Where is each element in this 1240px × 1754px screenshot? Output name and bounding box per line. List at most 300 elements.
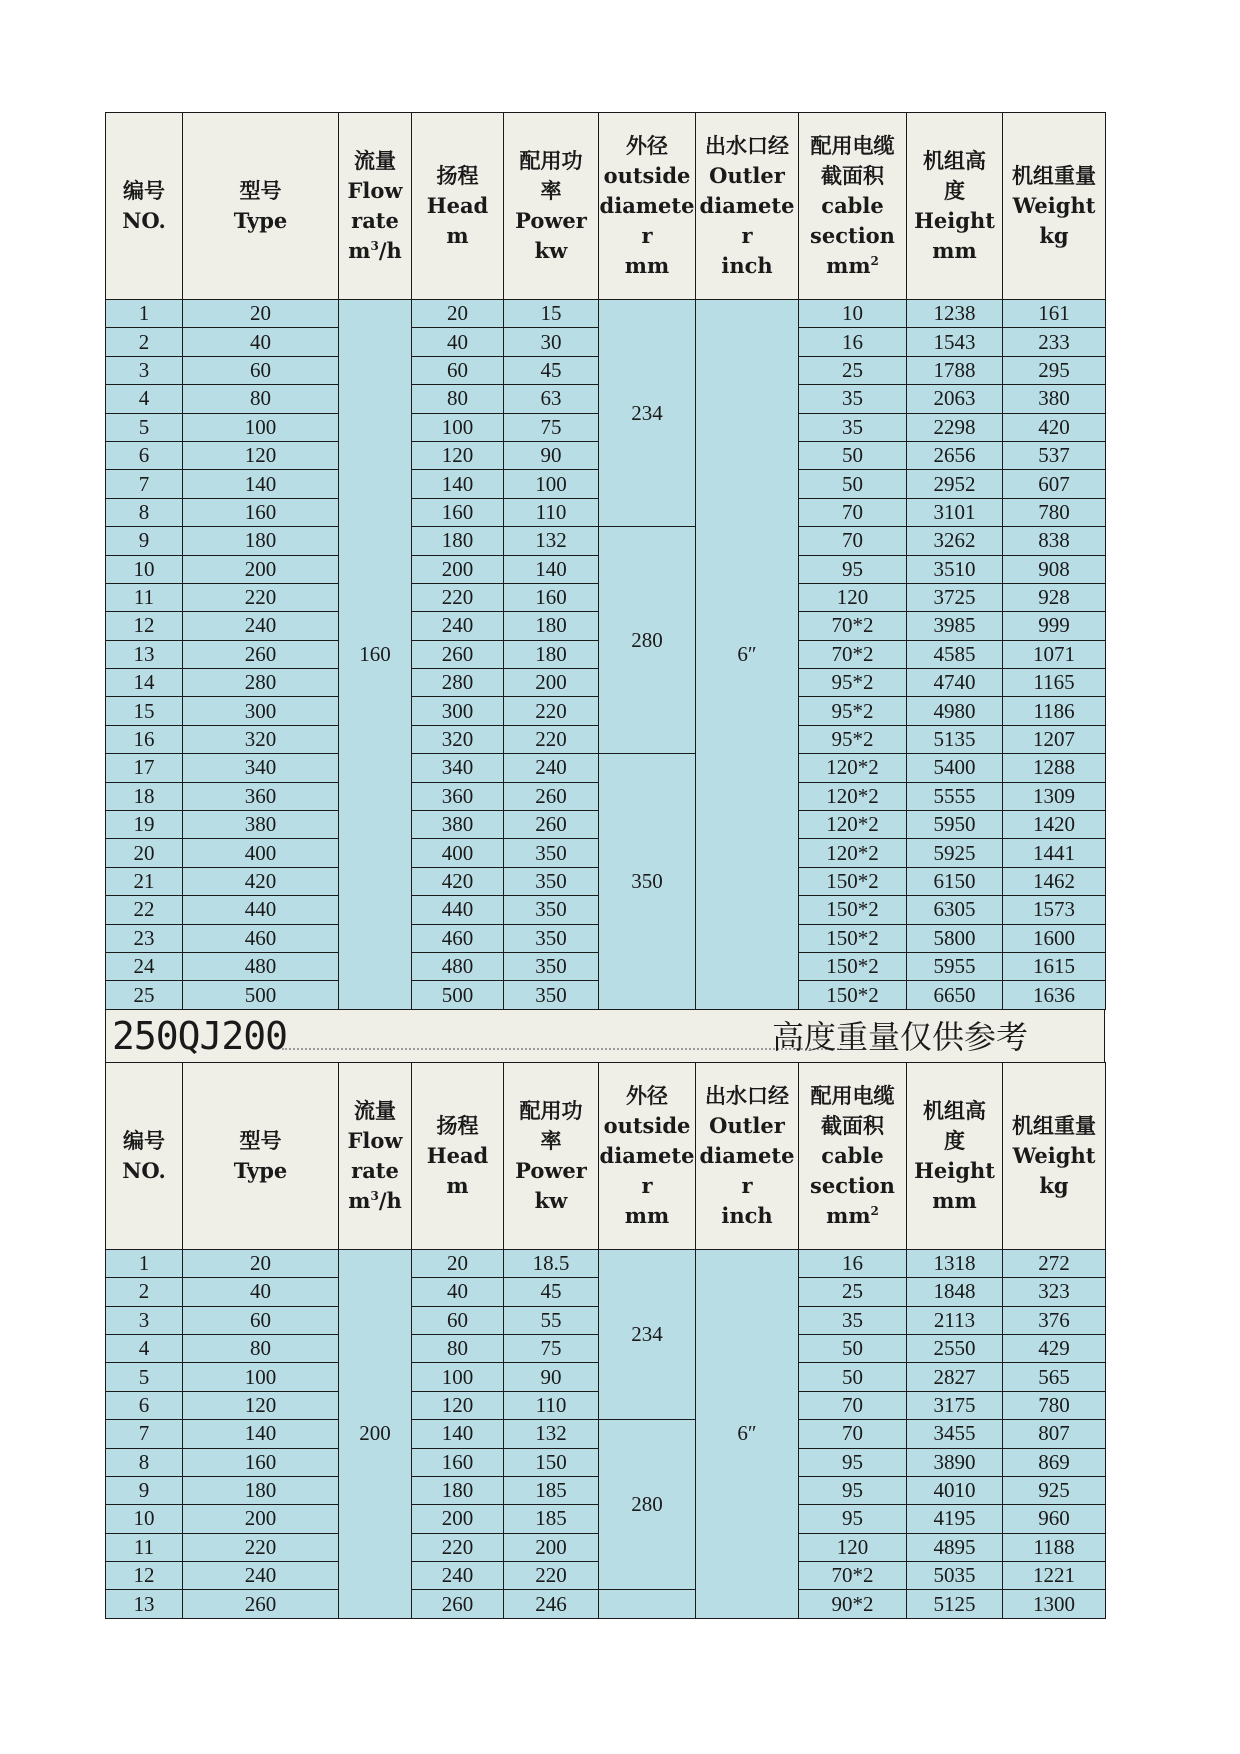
cell-power: 150: [504, 1448, 599, 1476]
header-unit: inch: [721, 253, 773, 278]
cell-weight: 1188: [1003, 1533, 1106, 1561]
cell-power: 350: [504, 839, 599, 867]
cell-height: 3175: [907, 1391, 1003, 1419]
cell-no: 13: [106, 1590, 183, 1618]
cell-type: 140: [183, 470, 339, 498]
cell-power: 55: [504, 1306, 599, 1334]
cell-no: 10: [106, 1505, 183, 1533]
header-cell-8: [907, 113, 1003, 300]
cell-weight: 1573: [1003, 896, 1106, 924]
header-cell-4: [504, 1062, 599, 1249]
header-zh-line: 编号: [123, 1127, 165, 1153]
header-cell-8: [907, 1062, 1003, 1249]
cell-no: 3: [106, 356, 183, 384]
cell-type: 200: [183, 555, 339, 583]
cell-height: 5125: [907, 1590, 1003, 1618]
cell-head: 440: [412, 896, 504, 924]
table-header: [106, 1062, 1106, 1249]
header-en-line: r: [641, 1172, 653, 1198]
cell-head: 340: [412, 754, 504, 782]
cell-outlet-diameter: 6″: [696, 1249, 799, 1618]
header-cell-4: [504, 113, 599, 300]
header-en-line: diamete: [699, 1142, 795, 1168]
cell-power: 350: [504, 924, 599, 952]
leader-dots: [282, 1048, 842, 1050]
cell-weight: 1221: [1003, 1562, 1106, 1590]
cell-head: 100: [412, 1363, 504, 1391]
cell-height: 3890: [907, 1448, 1003, 1476]
header-cell-2: [339, 113, 412, 300]
cell-type: 240: [183, 1562, 339, 1590]
cell-power: 260: [504, 811, 599, 839]
cell-height: 6305: [907, 896, 1003, 924]
header-en-line: NO.: [122, 208, 166, 233]
cell-type: 40: [183, 328, 339, 356]
cell-type: 100: [183, 413, 339, 441]
cell-head: 260: [412, 1590, 504, 1618]
cell-head: 380: [412, 811, 504, 839]
cell-no: 8: [106, 498, 183, 526]
header-cell-6: [696, 113, 799, 300]
header-zh-line: 扬程: [436, 1112, 479, 1138]
cell-weight: 1615: [1003, 952, 1106, 980]
cell-no: 15: [106, 697, 183, 725]
cell-type: 120: [183, 1391, 339, 1419]
cell-outside-diameter: 350: [599, 754, 696, 1010]
cell-weight: 1636: [1003, 981, 1106, 1009]
cell-type: 220: [183, 1533, 339, 1561]
cell-no: 11: [106, 1533, 183, 1561]
cell-flow-rate: 200: [339, 1249, 412, 1618]
cell-height: 2113: [907, 1306, 1003, 1334]
cell-height: 5035: [907, 1562, 1003, 1590]
header-unit: kg: [1039, 1172, 1069, 1198]
cell-power: 220: [504, 725, 599, 753]
cell-head: 40: [412, 328, 504, 356]
cell-type: 160: [183, 498, 339, 526]
cell-type: 420: [183, 867, 339, 895]
cell-type: 80: [183, 385, 339, 413]
cell-cable-section: 10: [799, 300, 907, 328]
cell-height: 3510: [907, 555, 1003, 583]
cell-type: 80: [183, 1334, 339, 1362]
cell-type: 320: [183, 725, 339, 753]
cell-height: 5955: [907, 952, 1003, 980]
header-en-line: Height: [914, 208, 995, 233]
cell-power: 350: [504, 896, 599, 924]
cell-weight: 272: [1003, 1249, 1106, 1277]
cell-power: 90: [504, 441, 599, 469]
header-zh-line: 截面积: [821, 1112, 884, 1138]
header-unit: $mm^2$: [826, 1202, 879, 1228]
cell-power: 110: [504, 1391, 599, 1419]
cell-no: 9: [106, 527, 183, 555]
header-en-line: Power: [515, 208, 587, 233]
cell-height: 6650: [907, 981, 1003, 1009]
cell-head: 500: [412, 981, 504, 1009]
cell-type: 300: [183, 697, 339, 725]
cell-type: 180: [183, 1476, 339, 1504]
header-en-line: cable: [821, 1142, 884, 1168]
cell-cable-section: 95: [799, 555, 907, 583]
header-cell-2: [339, 1062, 412, 1249]
cell-no: 4: [106, 1334, 183, 1362]
header-zh-line: 型号: [239, 178, 282, 203]
header-unit: mm: [932, 238, 977, 263]
header-zh-line: 配用电缆: [810, 1082, 895, 1108]
cell-weight: 565: [1003, 1363, 1106, 1391]
cell-power: 160: [504, 583, 599, 611]
header-en-line: Type: [233, 1157, 288, 1183]
cell-no: 4: [106, 385, 183, 413]
cell-weight: 999: [1003, 612, 1106, 640]
cell-power: 100: [504, 470, 599, 498]
cell-head: 460: [412, 924, 504, 952]
cell-no: 12: [106, 1562, 183, 1590]
cell-weight: 380: [1003, 385, 1106, 413]
cell-power: 75: [504, 1334, 599, 1362]
cell-outside-diameter: 234: [599, 1249, 696, 1419]
cell-weight: 1462: [1003, 867, 1106, 895]
header-cell-3: [412, 113, 504, 300]
table-body: [106, 300, 1106, 1010]
cell-type: 440: [183, 896, 339, 924]
cell-head: 140: [412, 470, 504, 498]
cell-cable-section: 35: [799, 413, 907, 441]
cell-no: 10: [106, 555, 183, 583]
table-row: [106, 527, 1106, 555]
cell-head: 180: [412, 1476, 504, 1504]
cell-head: 360: [412, 782, 504, 810]
header-zh-line: 机组高: [923, 1097, 986, 1123]
cell-weight: 838: [1003, 527, 1106, 555]
header-zh-line: 率: [540, 178, 562, 203]
cell-power: 110: [504, 498, 599, 526]
cell-type: 360: [183, 782, 339, 810]
cell-head: 200: [412, 1505, 504, 1533]
header-en-line: outside: [603, 163, 691, 188]
cell-head: 160: [412, 1448, 504, 1476]
header-unit: mm: [624, 253, 670, 278]
header-en-line: Head: [426, 1142, 489, 1168]
cell-no: 16: [106, 725, 183, 753]
header-en-line: Type: [233, 208, 288, 233]
cell-head: 400: [412, 839, 504, 867]
cell-power: 140: [504, 555, 599, 583]
cell-cable-section: 95*2: [799, 725, 907, 753]
cell-flow-rate: 160: [339, 300, 412, 1010]
spec-table-200: [105, 1062, 1106, 1619]
cell-head: 40: [412, 1278, 504, 1306]
cell-head: 160: [412, 498, 504, 526]
cell-weight: 1186: [1003, 697, 1106, 725]
cell-power: 240: [504, 754, 599, 782]
header-cell-0: [106, 113, 183, 300]
cell-no: 1: [106, 300, 183, 328]
cell-height: 2656: [907, 441, 1003, 469]
header-cell-5: [599, 113, 696, 300]
cell-cable-section: 120: [799, 583, 907, 611]
cell-type: 60: [183, 1306, 339, 1334]
cell-height: 6150: [907, 867, 1003, 895]
header-zh-line: 配用电缆: [810, 133, 895, 158]
cell-type: 20: [183, 1249, 339, 1277]
cell-height: 5950: [907, 811, 1003, 839]
header-en-line: r: [641, 223, 653, 248]
cell-type: 180: [183, 527, 339, 555]
cell-head: 220: [412, 1533, 504, 1561]
header-cell-1: [183, 113, 339, 300]
table-header: [106, 113, 1106, 300]
header-zh-line: 编号: [123, 178, 165, 203]
cell-head: 80: [412, 1334, 504, 1362]
header-en-line: diamete: [599, 193, 695, 218]
header-en-line: Head: [426, 193, 489, 218]
cell-height: 4010: [907, 1476, 1003, 1504]
cell-cable-section: 90*2: [799, 1590, 907, 1618]
header-cell-1: [183, 1062, 339, 1249]
cell-weight: 295: [1003, 356, 1106, 384]
header-cell-7: [799, 113, 907, 300]
cell-weight: 1165: [1003, 669, 1106, 697]
cell-cable-section: 50: [799, 470, 907, 498]
table-body: [106, 1249, 1106, 1618]
cell-height: 5800: [907, 924, 1003, 952]
cell-height: 4980: [907, 697, 1003, 725]
header-zh-line: 配用功: [519, 148, 583, 173]
header-unit: mm: [932, 1187, 977, 1213]
cell-weight: 780: [1003, 1391, 1106, 1419]
cell-no: 5: [106, 413, 183, 441]
cell-no: 23: [106, 924, 183, 952]
cell-power: 350: [504, 952, 599, 980]
cell-outside-diameter: 280: [599, 1420, 696, 1590]
header-en-line: cable: [821, 193, 884, 218]
cell-height: 5135: [907, 725, 1003, 753]
cell-weight: 928: [1003, 583, 1106, 611]
cell-height: 1543: [907, 328, 1003, 356]
cell-head: 120: [412, 1391, 504, 1419]
model-band: [105, 1010, 1105, 1062]
cell-no: 12: [106, 612, 183, 640]
cell-cable-section: 70: [799, 498, 907, 526]
cell-cable-section: 70*2: [799, 612, 907, 640]
cell-cable-section: 150*2: [799, 952, 907, 980]
header-unit: m: [446, 1172, 469, 1198]
cell-cable-section: 50: [799, 1334, 907, 1362]
cell-power: 220: [504, 697, 599, 725]
cell-power: 180: [504, 612, 599, 640]
header-en-line: Weight: [1012, 193, 1096, 218]
header-en-line: Flow: [347, 1127, 403, 1153]
cell-type: 260: [183, 640, 339, 668]
cell-height: 4195: [907, 1505, 1003, 1533]
header-zh-line: 率: [540, 1127, 562, 1153]
cell-no: 24: [106, 952, 183, 980]
header-zh-line: 截面积: [821, 163, 884, 188]
cell-weight: 429: [1003, 1334, 1106, 1362]
cell-cable-section: 150*2: [799, 896, 907, 924]
header-unit: $mm^2$: [826, 253, 879, 278]
cell-cable-section: 95*2: [799, 697, 907, 725]
cell-no: 8: [106, 1448, 183, 1476]
cell-type: 280: [183, 669, 339, 697]
spec-table-160: [105, 112, 1106, 1010]
cell-cable-section: 16: [799, 1249, 907, 1277]
cell-weight: 780: [1003, 498, 1106, 526]
cell-height: 1238: [907, 300, 1003, 328]
cell-weight: 420: [1003, 413, 1106, 441]
header-unit: kg: [1039, 223, 1069, 248]
cell-weight: 323: [1003, 1278, 1106, 1306]
cell-weight: 1309: [1003, 782, 1106, 810]
cell-height: 1788: [907, 356, 1003, 384]
header-en-line: diamete: [699, 193, 795, 218]
table-row: [106, 754, 1106, 782]
cell-weight: 1441: [1003, 839, 1106, 867]
cell-weight: 1300: [1003, 1590, 1106, 1618]
cell-cable-section: 95: [799, 1505, 907, 1533]
header-zh-line: 机组重量: [1012, 1112, 1096, 1138]
cell-no: 9: [106, 1476, 183, 1504]
cell-head: 240: [412, 612, 504, 640]
cell-type: 60: [183, 356, 339, 384]
cell-height: 4895: [907, 1533, 1003, 1561]
cell-cable-section: 120: [799, 1533, 907, 1561]
cell-weight: 161: [1003, 300, 1106, 328]
cell-cable-section: 50: [799, 1363, 907, 1391]
cell-height: 4585: [907, 640, 1003, 668]
cell-head: 260: [412, 640, 504, 668]
cell-cable-section: 70: [799, 1391, 907, 1419]
cell-cable-section: 150*2: [799, 981, 907, 1009]
cell-height: 3101: [907, 498, 1003, 526]
model-name: 250QJ200: [112, 1013, 288, 1058]
cell-power: 30: [504, 328, 599, 356]
cell-type: 260: [183, 1590, 339, 1618]
cell-power: 132: [504, 527, 599, 555]
header-zh-line: 扬程: [436, 163, 479, 188]
cell-cable-section: 16: [799, 328, 907, 356]
cell-type: 240: [183, 612, 339, 640]
cell-weight: 807: [1003, 1420, 1106, 1448]
cell-power: 75: [504, 413, 599, 441]
cell-no: 2: [106, 328, 183, 356]
cell-type: 340: [183, 754, 339, 782]
cell-no: 19: [106, 811, 183, 839]
cell-height: 3455: [907, 1420, 1003, 1448]
cell-power: 350: [504, 867, 599, 895]
cell-type: 140: [183, 1420, 339, 1448]
cell-outside-diameter: 280: [599, 527, 696, 754]
header-en-line: r: [741, 1172, 753, 1198]
cell-no: 7: [106, 1420, 183, 1448]
header-cell-5: [599, 1062, 696, 1249]
cell-head: 480: [412, 952, 504, 980]
cell-no: 18: [106, 782, 183, 810]
cell-no: 22: [106, 896, 183, 924]
cell-outside-diameter: [599, 1590, 696, 1618]
header-unit: mm: [624, 1202, 670, 1228]
header-zh-line: 出水口经: [705, 1082, 789, 1108]
cell-height: 4740: [907, 669, 1003, 697]
cell-power: 18.5: [504, 1249, 599, 1277]
cell-height: 1848: [907, 1278, 1003, 1306]
header-zh-line: 流量: [354, 148, 396, 173]
cell-height: 3262: [907, 527, 1003, 555]
header-en-line: Flow: [347, 178, 403, 203]
cell-cable-section: 70*2: [799, 1562, 907, 1590]
cell-weight: 908: [1003, 555, 1106, 583]
cell-power: 90: [504, 1363, 599, 1391]
header-en-line: section: [810, 1172, 895, 1198]
header-cell-9: [1003, 113, 1106, 300]
cell-height: 3725: [907, 583, 1003, 611]
cell-type: 400: [183, 839, 339, 867]
table-row: [106, 300, 1106, 328]
cell-weight: 607: [1003, 470, 1106, 498]
cell-type: 40: [183, 1278, 339, 1306]
header-en-line: Weight: [1012, 1142, 1096, 1168]
cell-cable-section: 150*2: [799, 924, 907, 952]
cell-no: 2: [106, 1278, 183, 1306]
cell-head: 300: [412, 697, 504, 725]
header-cell-3: [412, 1062, 504, 1249]
header-unit: inch: [721, 1202, 773, 1228]
spec-document: [105, 112, 1105, 1619]
cell-cable-section: 95: [799, 1476, 907, 1504]
cell-weight: 1288: [1003, 754, 1106, 782]
cell-height: 2550: [907, 1334, 1003, 1362]
header-zh-line: 度: [944, 178, 965, 203]
cell-no: 14: [106, 669, 183, 697]
header-zh-line: 机组高: [923, 148, 986, 173]
cell-type: 160: [183, 1448, 339, 1476]
header-zh-line: 度: [944, 1127, 965, 1153]
cell-head: 100: [412, 413, 504, 441]
cell-cable-section: 25: [799, 356, 907, 384]
cell-head: 180: [412, 527, 504, 555]
header-unit: m: [446, 223, 469, 248]
cell-weight: 925: [1003, 1476, 1106, 1504]
header-en-line: rate: [351, 208, 399, 233]
cell-weight: 1207: [1003, 725, 1106, 753]
cell-weight: 1071: [1003, 640, 1106, 668]
cell-power: 45: [504, 1278, 599, 1306]
cell-power: 350: [504, 981, 599, 1009]
cell-weight: 869: [1003, 1448, 1106, 1476]
cell-head: 280: [412, 669, 504, 697]
cell-power: 260: [504, 782, 599, 810]
cell-weight: 960: [1003, 1505, 1106, 1533]
cell-height: 1318: [907, 1249, 1003, 1277]
cell-head: 140: [412, 1420, 504, 1448]
header-en-line: diamete: [599, 1142, 695, 1168]
table-row: [106, 1420, 1106, 1448]
cell-no: 13: [106, 640, 183, 668]
header-unit: $m^3/h$: [348, 238, 402, 263]
header-zh-line: 外径: [626, 1082, 668, 1108]
header-zh-line: 外径: [626, 133, 668, 158]
cell-no: 5: [106, 1363, 183, 1391]
cell-power: 185: [504, 1476, 599, 1504]
cell-cable-section: 120*2: [799, 811, 907, 839]
cell-no: 20: [106, 839, 183, 867]
table-row: [106, 1590, 1106, 1618]
cell-power: 132: [504, 1420, 599, 1448]
cell-power: 200: [504, 1533, 599, 1561]
cell-head: 420: [412, 867, 504, 895]
